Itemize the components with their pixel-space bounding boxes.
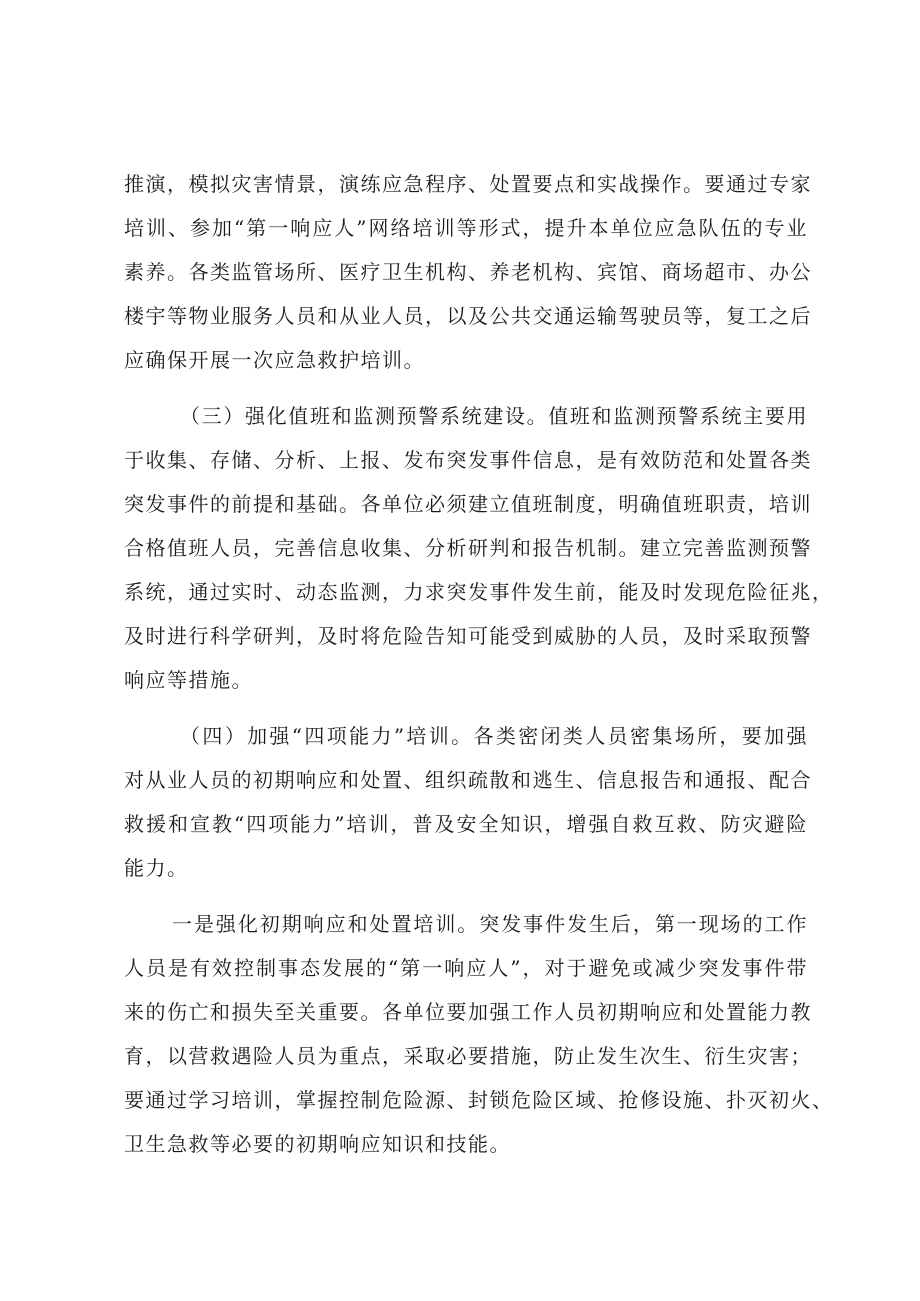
paragraph-line: （四）加强“四项能力”培训。各类密闭类人员密集场所，要加强 [180, 724, 808, 748]
paragraph-line: 对从业人员的初期响应和处置、组织疏散和逃生、信息报告和通报、配合 [124, 768, 812, 792]
paragraph-1 [124, 162, 812, 382]
paragraph-line: 及时进行科学研判，及时将危险告知可能受到威胁的人员，及时采取预警 [124, 624, 812, 648]
paragraph-3 [124, 714, 812, 890]
paragraph-line: 素养。各类监管场所、医疗卫生机构、养老机构、宾馆、商场超市、办公 [124, 260, 812, 284]
paragraph-line: 响应等措施。 [124, 668, 253, 692]
paragraph-line: 突发事件的前提和基础。各单位必须建立值班制度，明确值班职责，培训 [124, 492, 812, 516]
paragraph-line: 系统，通过实时、动态监测，力求突发事件发生前，能及时发现危险征兆， [124, 580, 834, 604]
paragraph-line: 卫生急救等必要的初期响应知识和技能。 [124, 1132, 511, 1156]
paragraph-line: 应确保开展一次应急救护培训。 [124, 348, 425, 372]
paragraph-line: 来的伤亡和损失至关重要。各单位要加强工作人员初期响应和处置能力教 [124, 1000, 812, 1024]
paragraph-line: 要通过学习培训，掌握控制危险源、封锁危险区域、抢修设施、扑灭初火、 [124, 1088, 834, 1112]
paragraph-line: 一是强化初期响应和处置培训。突发事件发生后，第一现场的工作 [172, 912, 808, 936]
document-body [124, 162, 834, 1166]
paragraph-line: 人员是有效控制事态发展的“第一响应人”，对于避免或减少突发事件带 [124, 956, 808, 980]
paragraph-line: 于收集、存储、分析、上报、发布突发事件信息，是有效防范和处置各类 [124, 448, 812, 472]
paragraph-4 [124, 902, 834, 1166]
paragraph-line: 能力。 [124, 856, 189, 880]
paragraph-2 [124, 394, 834, 702]
paragraph-line: 楼宇等物业服务人员和从业人员，以及公共交通运输驾驶员等，复工之后 [124, 304, 812, 328]
paragraph-line: 救援和宣教“四项能力”培训，普及安全知识，增强自救互救、防灾避险 [124, 812, 808, 836]
paragraph-line: 育，以营救遇险人员为重点，采取必要措施，防止发生次生、衍生灾害； [124, 1044, 812, 1068]
paragraph-line: 推演，模拟灾害情景，演练应急程序、处置要点和实战操作。要通过专家 [124, 172, 812, 196]
paragraph-line: 培训、参加“第一响应人”网络培训等形式，提升本单位应急队伍的专业 [124, 216, 808, 240]
paragraph-line: （三）强化值班和监测预警系统建设。值班和监测预警系统主要用 [180, 404, 808, 428]
paragraph-line: 合格值班人员，完善信息收集、分析研判和报告机制。建立完善监测预警 [124, 536, 812, 560]
